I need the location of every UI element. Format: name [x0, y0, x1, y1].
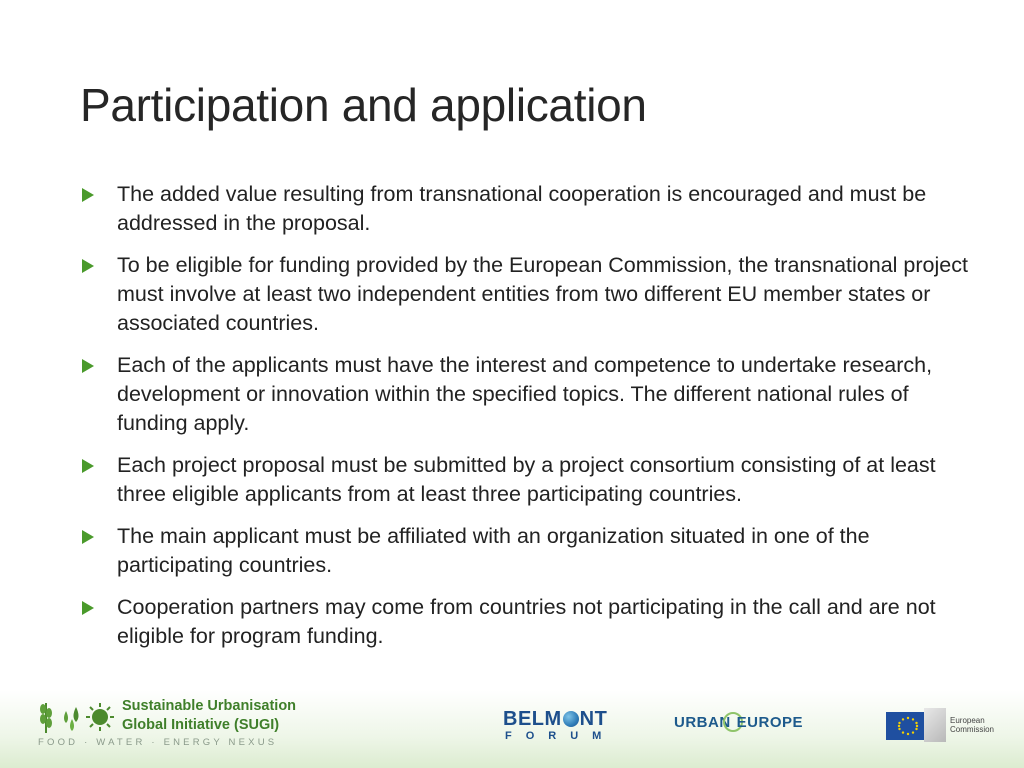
slide-title: Participation and application: [80, 79, 647, 131]
belmont-forum-logo: [503, 708, 618, 744]
bullet-list: [80, 180, 980, 664]
sugi-title-line2: Global Initiative (SUGI): [122, 717, 280, 733]
bullet-text: The main applicant must be affiliated with an organization situated in one of the participating countries.: [117, 524, 870, 577]
sugi-nexus-tagline: FOOD · WATER · ENERGY NEXUS: [38, 737, 278, 748]
bullet-text: To be eligible for funding provided by the European Commission, the transnational project must involve at least two independent entities from two different EU member states or associated countries.: [117, 253, 968, 335]
belmont-wordmark: [503, 708, 607, 731]
triangle-bullet-icon: [82, 530, 94, 544]
ec-line2: Commission: [950, 725, 995, 734]
bullet-text: Each of the applicants must have the interest and competence to undertake research, development or innovation within the specified topics. The different national rules of funding apply.: [117, 353, 933, 435]
bullet-text: Cooperation partners may come from countries not participating in the call and are not eligible for program funding.: [117, 595, 936, 648]
ec-wordmark: [950, 716, 994, 734]
europe-word: EUROPE: [736, 714, 804, 731]
triangle-bullet-icon: [82, 359, 94, 373]
bullet-item: [80, 251, 980, 338]
wheat-icon: [40, 703, 52, 733]
triangle-bullet-icon: [82, 459, 94, 473]
triangle-bullet-icon: [82, 259, 94, 273]
sugi-icons: [38, 699, 118, 735]
globe-icon: [563, 711, 579, 727]
water-drops-icon: [64, 707, 79, 731]
belmont-word-b: NT: [579, 708, 608, 730]
european-commission-logo: [886, 708, 1006, 742]
ec-building-icon: [924, 708, 946, 742]
bullet-item: [80, 593, 980, 651]
bullet-item: [80, 451, 980, 509]
triangle-bullet-icon: [82, 601, 94, 615]
urban-europe-logo: [674, 712, 834, 734]
belmont-word-a: BELM: [503, 708, 562, 730]
bullet-item: [80, 180, 980, 238]
bullet-text: The added value resulting from transnational cooperation is encouraged and must be addressed in the proposal.: [117, 182, 927, 235]
bullet-item: [80, 522, 980, 580]
sun-icon: [86, 703, 114, 731]
forum-wordmark: FORUM: [505, 730, 616, 742]
urban-word: URBAN: [674, 714, 731, 731]
sugi-title-line1: Sustainable Urbanisation: [122, 698, 297, 714]
ec-line1: European: [950, 716, 985, 725]
bullet-item: [80, 351, 980, 438]
sugi-logo: [38, 697, 308, 757]
bullet-text: Each project proposal must be submitted by a project consortium consisting of at least three eligible applicants from at least three participating countries.: [117, 453, 936, 506]
triangle-bullet-icon: [82, 188, 94, 202]
